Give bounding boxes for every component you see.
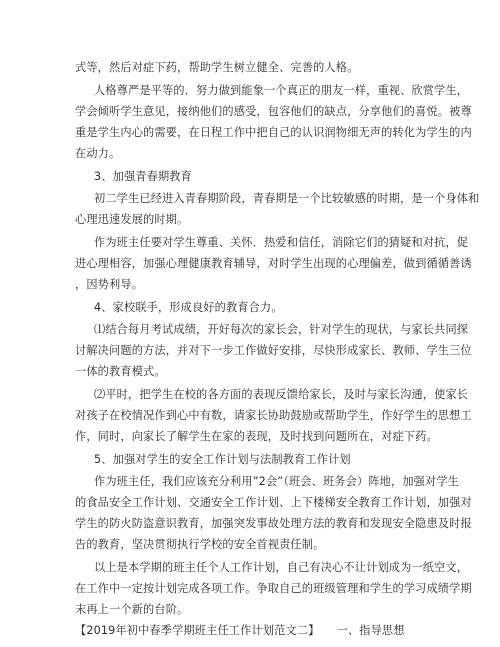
paragraph-line: 的食品安全工作计划、交通安全工作计划、上下楼梯安全教育工作计划，加强对 <box>75 496 472 509</box>
section-heading: 3、加强青春期教育 <box>94 170 192 183</box>
paragraph-line: ，因势利导。 <box>75 278 144 291</box>
paragraph-line: 学会倾听学生意见，接纳他们的感受，包容他们的缺点，分享他们的喜悦。被尊 <box>75 105 472 118</box>
paragraph-line: ⑴结合每月考试成绩，开好每次的家长会，针对学生的现状，与家长共同探 <box>94 323 469 336</box>
paragraph-line: 讨解决问题的方法，并对下一步工作做好安排，尽快形成家长、教师、学生三位 <box>75 344 472 357</box>
paragraph-line: 末再上一个新的台阶。 <box>75 603 189 616</box>
paragraph-line: 初二学生已经进入青春期阶段，青春期是一个比较敏感的时期，是一个身体和 <box>94 192 480 205</box>
paragraph-line: 式等，然后对症下药，帮助学生树立健全、完善的人格。 <box>75 61 359 74</box>
paragraph-line: 作为班主任要对学生尊重、关怀．热爱和信任，消除它们的猜疑和对抗，促 <box>94 236 469 249</box>
next-section-title: 【2019年初中春季学期班主任工作计划范文二】 一、指导思想 <box>75 624 405 637</box>
paragraph-line: ⑵平时，把学生在校的各方面的表现反馈给家长，及时与家长沟通，使家长 <box>94 388 469 401</box>
paragraph-line: 作为班主任，我们应该充分利用”2会”（班会、班务会）阵地，加强对学生 <box>94 475 460 488</box>
paragraph-line: 以上是本学期的班主任个人工作计划，自己有决心不让计划成为一纸空文， <box>94 561 469 574</box>
section-heading: 4、家校联手，形成良好的教育合力。 <box>94 301 283 314</box>
section-heading: 5、加强对学生的安全工作计划与法制教育工作计划 <box>94 453 351 466</box>
paragraph-line: 心理迅速发展的时期。 <box>75 213 189 226</box>
paragraph-line: 人格尊严是平等的．努力做到能象一个真正的朋友一样，重视、欣赏学生， <box>94 84 469 97</box>
paragraph-line: 进心理相容，加强心理健康教育辅导，对时学生出现的心理偏差，做到循循善诱 <box>75 257 472 270</box>
paragraph-line: 对孩子在校情况作到心中有数，请家长协助鼓励或帮助学生，作好学生的思想工 <box>75 409 472 422</box>
paragraph-line: 作，同时，向家长了解学生在家的表现，及时找到问题所在，对症下药。 <box>75 430 438 443</box>
paragraph-line: 在动力。 <box>75 147 121 160</box>
paragraph-line: 告的教育，坚决贯彻执行学校的安全首视责任制。 <box>75 538 325 551</box>
paragraph-line: 学生的防火防盗意识教育，加强突发事故处理方法的教育和发现安全隐患及时报 <box>75 517 472 530</box>
paragraph-line: 在工作中一定按计划完成各项工作。争取自己的班级管理和学生的学习成绩学期 <box>75 582 472 595</box>
paragraph-line: 重是学生内心的需要，在日程工作中把自己的认识润物细无声的转化为学生的内 <box>75 126 472 139</box>
paragraph-line: 一体的教育模式。 <box>75 365 166 378</box>
